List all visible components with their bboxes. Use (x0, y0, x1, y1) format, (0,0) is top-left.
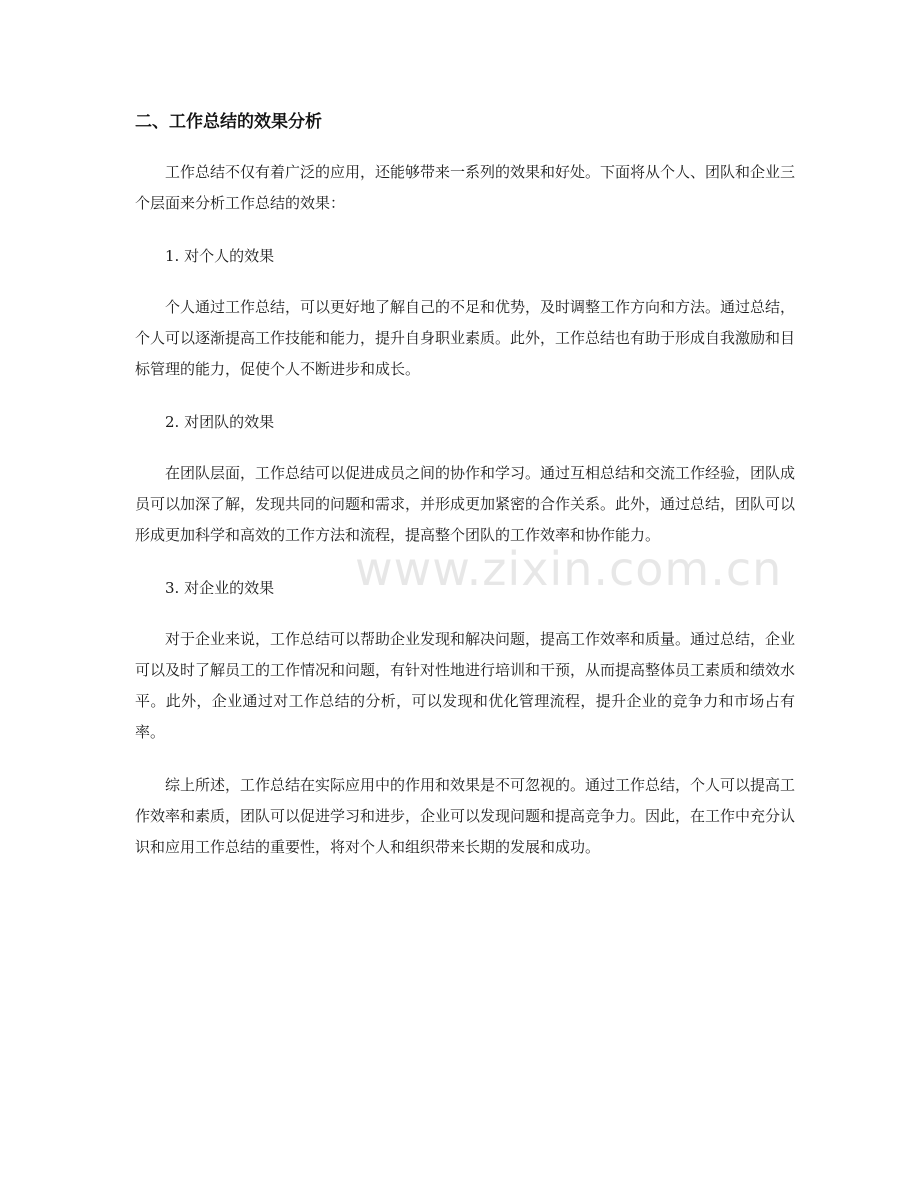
paragraph-enterprise: 对于企业来说，工作总结可以帮助企业发现和解决问题，提高工作效率和质量。通过总结，企业可以及时了解员工的工作情况和问题，有针对性地进行培训和干预，从而提高整体员工素质和绩效水平。此外，企业通过对工作总结的分析，可以发现和优化管理流程，提升企业的竞争力和市场占有率。 (135, 630, 796, 741)
subheading-enterprise: 3. 对企业的效果 (165, 579, 275, 597)
paragraph-team: 在团队层面，工作总结可以促进成员之间的协作和学习。通过互相总结和交流工作经验，团队成员可以加深了解，发现共同的问题和需求，并形成更加紧密的合作关系。此外，通过总结，团队可以形成更加科学和高效的工作方法和流程，提高整个团队的工作效率和协作能力。 (135, 464, 796, 544)
conclusion-paragraph: 综上所述，工作总结在实际应用中的作用和效果是不可忽视的。通过工作总结，个人可以提高工作效率和素质，团队可以促进学习和进步，企业可以发现问题和提高竞争力。因此，在工作中充分认识和应用工作总结的重要性，将对个人和组织带来长期的发展和成功。 (135, 776, 796, 856)
subheading-personal: 1. 对个人的效果 (165, 247, 275, 265)
intro-paragraph: 工作总结不仅有着广泛的应用，还能够带来一系列的效果和好处。下面将从个人、团队和企业三个层面来分析工作总结的效果： (135, 163, 796, 212)
paragraph-personal: 个人通过工作总结，可以更好地了解自己的不足和优势，及时调整工作方向和方法。通过总结，个人可以逐渐提高工作技能和能力，提升自身职业素质。此外，工作总结也有助于形成自我激励和目标管理的能力，促使个人不断进步和成长。 (135, 298, 796, 378)
watermark: www.zixin.com.cn (355, 542, 783, 596)
section-heading: 二、工作总结的效果分析 (135, 112, 322, 132)
document-body (135, 107, 795, 863)
subheading-team: 2. 对团队的效果 (165, 413, 275, 431)
